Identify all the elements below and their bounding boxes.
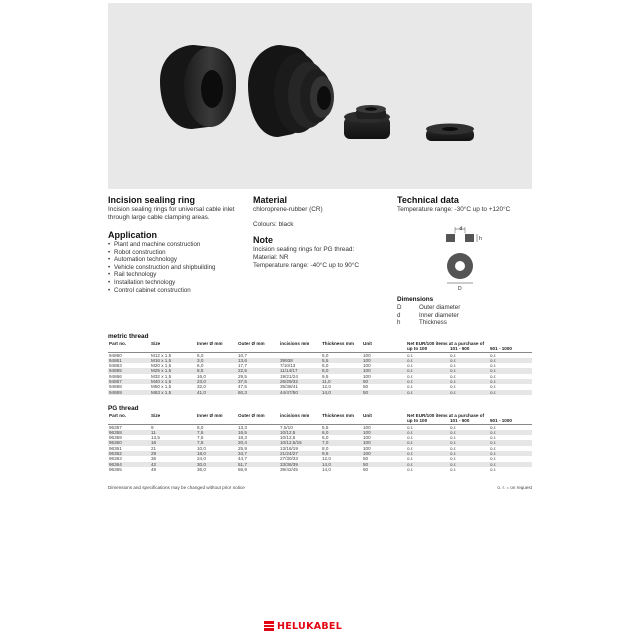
table-cell: o.r. — [450, 357, 457, 363]
table-cell: 7/10/13 — [280, 363, 296, 369]
table-cell: 24,0 — [197, 456, 206, 462]
application-item: • Installation technology — [114, 279, 248, 287]
table-cell: o.r. — [450, 440, 457, 446]
table-cell: 47,5 — [238, 384, 247, 390]
table-cell: 94865 — [109, 368, 122, 374]
table-cell: 9,5 — [322, 451, 329, 457]
col-price-1: up to 100 — [407, 418, 428, 424]
table-cell: M25 x 1,5 — [151, 368, 172, 374]
seal-ring-small-flat-image — [426, 124, 474, 142]
table-cell: 16 — [151, 440, 157, 446]
table-cell: o.r. — [450, 429, 457, 435]
table-cell: 14,0 — [322, 461, 331, 467]
table-cell: o.r. — [450, 456, 457, 462]
table-cell: o.r. — [490, 440, 497, 446]
table-cell: 100 — [363, 363, 371, 369]
col-price-2: 101 - 500 — [450, 418, 470, 424]
helukabel-logo — [264, 620, 376, 632]
table-cell: 10/12,5 — [280, 429, 296, 435]
table-cell: 48 — [151, 466, 157, 472]
table-cell: o.r. — [407, 429, 414, 435]
table-cell: 7,0 — [322, 440, 329, 446]
col-size: Size — [151, 341, 161, 346]
table-cell: 13,5 — [151, 435, 160, 441]
table-cell: 16,0 — [197, 373, 206, 379]
col-price-3: 501 - 1000 — [490, 346, 512, 352]
material-title: Material — [253, 195, 288, 205]
table-cell: 96365 — [109, 466, 122, 472]
table-cell: 100 — [363, 352, 371, 358]
table-cell: 39938 — [280, 357, 293, 363]
table-row — [108, 390, 532, 395]
table-cell: M16 x 1,5 — [151, 357, 172, 363]
table-cell: o.r. — [450, 363, 457, 369]
table-cell: o.r. — [490, 461, 497, 467]
table-cell: o.r. — [407, 373, 414, 379]
table-cell: 3,0 — [197, 357, 204, 363]
table-cell: M32 x 1,5 — [151, 373, 172, 379]
table-cell: 5,5 — [322, 424, 329, 430]
table-cell: o.r. — [450, 379, 457, 385]
col-part-no: Part no. — [109, 341, 127, 346]
table-row — [108, 467, 532, 472]
middle-column — [253, 195, 393, 270]
table-cell: o.r. — [490, 429, 497, 435]
application-item: • Plant and machine construction — [114, 241, 248, 249]
table-cell: o.r. — [407, 352, 414, 358]
table-cell: 13,6 — [238, 357, 247, 363]
pg-thread-table — [108, 405, 532, 472]
table-cell: 8,0 — [322, 368, 329, 374]
col-incisions: incisions mm — [280, 341, 310, 346]
table-cell: o.r. — [407, 389, 414, 395]
table-cell: 94863 — [109, 363, 122, 369]
table-cell: 18,0 — [197, 451, 206, 457]
table-cell: o.r. — [490, 389, 497, 395]
table-cell: o.r. — [490, 451, 497, 457]
table-cell: 22,5 — [238, 368, 247, 374]
table-cell: 100 — [363, 368, 371, 374]
table-cell: 23,0 — [197, 379, 206, 385]
table-cell: 96359 — [109, 435, 122, 441]
col-outer: Outer Ø mm — [238, 341, 265, 346]
table-cell: o.r. — [450, 424, 457, 430]
table-cell: o.r. — [490, 466, 497, 472]
table-cell: 36 — [151, 456, 157, 462]
dimension-diagram — [436, 224, 492, 292]
table-cell: 10,0 — [197, 445, 206, 451]
table-cell: o.r. — [490, 445, 497, 451]
table-cell: 6,0 — [322, 429, 329, 435]
col-incisions: incisions mm — [280, 413, 310, 418]
table-cell: 7,5 — [197, 440, 204, 446]
table-cell: 7,5 — [197, 435, 204, 441]
table-cell: 100 — [363, 435, 371, 441]
table-cell: o.r. — [450, 451, 457, 457]
pg-table-body — [108, 425, 532, 473]
technical-data-title: Technical data — [397, 195, 459, 205]
table-cell: 94867 — [109, 379, 122, 385]
table-cell: 29 — [151, 451, 157, 457]
table-cell: o.r. — [450, 389, 457, 395]
table-cell: 21 — [151, 445, 157, 451]
table-cell: 14,0 — [322, 389, 331, 395]
table-cell: o.r. — [407, 451, 414, 457]
table-cell: o.r. — [450, 435, 457, 441]
table-cell: o.r. — [490, 384, 497, 390]
table-cell: 50 — [363, 389, 369, 395]
col-inner: Inner Ø mm — [197, 341, 223, 346]
table-cell: 50 — [363, 456, 369, 462]
application-item: • Vehicle construction and shipbuilding — [114, 264, 248, 272]
table-cell: M40 x 1,5 — [151, 379, 172, 385]
col-price-group — [407, 413, 532, 424]
table-cell: o.r. — [490, 373, 497, 379]
table-cell: 50 — [363, 461, 369, 467]
col-unit: Unit — [363, 341, 372, 346]
note-line-3: Temperature range: -40°C up to 90°C — [253, 262, 359, 269]
table-cell: o.r. — [450, 373, 457, 379]
table-cell: o.r. — [407, 424, 414, 430]
right-column — [397, 195, 532, 214]
note-line-1: Incision sealing rings for PG thread: — [253, 246, 355, 253]
col-thickness: Thickness mm — [322, 341, 354, 346]
table-cell: 13/16/19 — [280, 445, 298, 451]
table-cell: o.r. — [490, 424, 497, 430]
table-cell: 96362 — [109, 451, 122, 457]
table-cell: 96358 — [109, 429, 122, 435]
table-cell: 12,0 — [322, 384, 331, 390]
table-cell: 8,5 — [197, 368, 204, 374]
table-cell: 25,9 — [238, 445, 247, 451]
table-cell: 21/24/27 — [280, 451, 298, 457]
table-cell: 44,7 — [238, 456, 247, 462]
table-cell: o.r. — [407, 379, 414, 385]
table-cell: 10,7 — [238, 352, 247, 358]
table-cell: 10/12,5/15 — [280, 440, 302, 446]
col-outer: Outer Ø mm — [238, 413, 265, 418]
table-cell: 96360 — [109, 440, 122, 446]
application-title: Application — [108, 230, 157, 240]
table-cell: 11/14/17 — [280, 368, 298, 374]
table-cell: o.r. — [407, 445, 414, 451]
dimensions-legend — [397, 296, 532, 327]
table-cell: 100 — [363, 429, 371, 435]
dimensions-title: Dimensions — [397, 296, 434, 303]
table-cell: 7,5/10 — [280, 424, 293, 430]
diagram-label-D: D — [458, 286, 462, 292]
dimension-row — [397, 304, 532, 312]
price-group-title: Net EUR/100 items at a purchase of — [407, 341, 485, 346]
table-cell: o.r. — [407, 368, 414, 374]
temperature-range: Temperature range: -30°C up to +120°C — [397, 206, 511, 213]
table-cell: 33/36/39 — [280, 461, 298, 467]
helukabel-logo-icon — [264, 621, 274, 631]
disclaimer-text: Dimensions and specifications may be changed without prior notice — [108, 485, 245, 490]
note-line-2: Material: NR — [253, 254, 289, 261]
dimensions-list — [397, 304, 532, 327]
table-cell: 100 — [363, 373, 371, 379]
table-cell: 13,3 — [238, 424, 247, 430]
col-price-group — [407, 341, 532, 352]
table-cell: 11,0 — [322, 379, 331, 385]
dimension-description: Thickness — [419, 319, 447, 327]
table-cell: 44/47/50 — [280, 389, 298, 395]
table-cell: 6,0 — [322, 435, 329, 441]
col-size: Size — [151, 413, 161, 418]
table-cell: o.r. — [407, 440, 414, 446]
metric-thread-table — [108, 333, 532, 395]
table-cell: M12 x 1,5 — [151, 352, 172, 358]
dimension-symbol: d — [397, 311, 401, 319]
table-cell: o.r. — [407, 357, 414, 363]
product-photo — [108, 3, 532, 189]
dimension-description: Inner diameter — [419, 311, 459, 319]
table-cell: 6,0 — [322, 363, 329, 369]
colours-value: Colours: black — [253, 221, 294, 228]
table-cell: o.r. — [450, 466, 457, 472]
product-description: Incision sealing rings for universal cable inlet through large cable clamping areas. — [108, 206, 235, 221]
table-cell: o.r. — [450, 384, 457, 390]
col-price-3: 501 - 1000 — [490, 418, 512, 424]
table-cell: 27/30/33 — [280, 456, 298, 462]
table-cell: o.r. — [490, 352, 497, 358]
product-title: Incision sealing ring — [108, 195, 196, 205]
table-cell: 100 — [363, 424, 371, 430]
table-cell: o.r. — [407, 435, 414, 441]
ring-bore-shape — [455, 234, 465, 242]
table-cell: 18,3 — [238, 435, 247, 441]
col-part-no: Part no. — [109, 413, 127, 418]
table-cell: 100 — [363, 357, 371, 363]
table-cell: 41,0 — [197, 389, 206, 395]
table-cell: 94861 — [109, 357, 122, 363]
table-cell: o.r. — [407, 456, 414, 462]
table-cell: o.r. — [450, 352, 457, 358]
table-cell: 26/29/32 — [280, 379, 298, 385]
table-cell: M20 x 1,5 — [151, 363, 172, 369]
application-item: • Control cabinet construction — [114, 287, 248, 295]
table-cell: 5,0 — [322, 352, 329, 358]
table-cell: 42 — [151, 461, 157, 467]
table-cell: 35/38/41 — [280, 384, 298, 390]
dimension-description: Outer diameter — [419, 304, 461, 311]
table-cell: M50 x 1,5 — [151, 384, 172, 390]
diagram-label-h: h — [479, 236, 482, 242]
table-cell: 7,5 — [197, 429, 204, 435]
dimension-symbol: h — [397, 319, 401, 327]
table-cell: 16,5 — [238, 429, 247, 435]
table-cell: 9 — [151, 424, 154, 430]
col-unit: Unit — [363, 413, 372, 418]
col-thickness: Thickness mm — [322, 413, 354, 418]
table-cell: 30,0 — [197, 461, 206, 467]
table-cell: o.r. — [407, 363, 414, 369]
table-cell: o.r. — [450, 445, 457, 451]
table-cell: o.r. — [407, 466, 414, 472]
application-item: • Automation technology — [114, 256, 248, 264]
metric-table-body — [108, 353, 532, 395]
table-cell: 96363 — [109, 456, 122, 462]
note-title: Note — [253, 235, 273, 245]
table-cell: 50 — [363, 384, 369, 390]
table-cell: 96364 — [109, 461, 122, 467]
table-cell: o.r. — [490, 379, 497, 385]
table-cell: o.r. — [490, 435, 497, 441]
material-value: chloroprene-rubber (CR) — [253, 206, 323, 213]
application-item: • Robot construction — [114, 249, 248, 257]
table-cell: o.r. — [407, 384, 414, 390]
table-cell: 14,0 — [322, 466, 331, 472]
table-cell: 19/21/24 — [280, 373, 298, 379]
metric-table-header — [108, 341, 532, 353]
seal-ring-large-image — [160, 45, 236, 129]
table-cell: 60,3 — [238, 389, 247, 395]
table-cell: 32,0 — [197, 384, 206, 390]
table-cell: o.r. — [490, 357, 497, 363]
col-price-1: up to 100 — [407, 346, 428, 352]
ring-inner-circle — [455, 261, 465, 271]
table-cell: 100 — [363, 451, 371, 457]
table-cell: 34,7 — [238, 451, 247, 457]
table-cell: o.r. — [490, 363, 497, 369]
table-cell: 20,4 — [238, 440, 247, 446]
table-cell: 56,9 — [238, 466, 247, 472]
left-column — [108, 195, 248, 294]
table-cell: o.r. — [490, 368, 497, 374]
table-cell: 12,0 — [322, 456, 331, 462]
table-cell: 17,7 — [238, 363, 247, 369]
dimension-row — [397, 312, 532, 320]
dimension-row — [397, 319, 532, 327]
table-cell: 10/12,5 — [280, 435, 296, 441]
on-request-note: o. r. = on request — [497, 485, 532, 490]
table-cell: 9,5 — [322, 373, 329, 379]
table-cell: 6,0 — [197, 363, 204, 369]
table-cell: 100 — [363, 445, 371, 451]
table-cell: 5,5 — [322, 357, 329, 363]
table-cell: o.r. — [450, 368, 457, 374]
seal-ring-small-stepped-image — [344, 105, 390, 139]
diagram-label-d: d — [459, 226, 463, 232]
table-cell: o.r. — [407, 461, 414, 467]
table-cell: 50 — [363, 466, 369, 472]
table-cell: o.r. — [490, 456, 497, 462]
price-group-title: Net EUR/100 items at a purchase of — [407, 413, 485, 418]
table-cell: 96361 — [109, 445, 122, 451]
col-price-2: 101 - 500 — [450, 346, 470, 352]
table-cell: 29,5 — [238, 373, 247, 379]
table-cell: 51,7 — [238, 461, 247, 467]
table-cell: 37,5 — [238, 379, 247, 385]
table-cell: 5,0 — [197, 352, 204, 358]
table-cell: o.r. — [450, 461, 457, 467]
dimension-symbol: D — [397, 304, 402, 311]
table-cell: 36,0 — [197, 466, 206, 472]
table-cell: 96357 — [109, 424, 122, 430]
table-cell: 94868 — [109, 384, 122, 390]
table-cell: 100 — [363, 440, 371, 446]
table-cell: 94869 — [109, 389, 122, 395]
metric-table-title: metric thread — [108, 333, 149, 340]
table-cell: 39/42/45 — [280, 466, 298, 472]
application-item: • Rail technology — [114, 271, 248, 279]
application-list — [108, 241, 248, 294]
table-cell: 94860 — [109, 352, 122, 358]
col-inner: Inner Ø mm — [197, 413, 223, 418]
table-cell: 5,0 — [197, 424, 204, 430]
table-cell: 11 — [151, 429, 156, 435]
table-cell: 50 — [363, 379, 369, 385]
table-cell: 94866 — [109, 373, 122, 379]
table-cell: 8,0 — [322, 445, 329, 451]
pg-table-title: PG thread — [108, 405, 139, 412]
table-cell: M63 x 1,5 — [151, 389, 172, 395]
pg-table-header — [108, 413, 532, 425]
seal-ring-stepped-image — [248, 45, 334, 137]
brand-name: HELUKABEL — [277, 620, 343, 632]
